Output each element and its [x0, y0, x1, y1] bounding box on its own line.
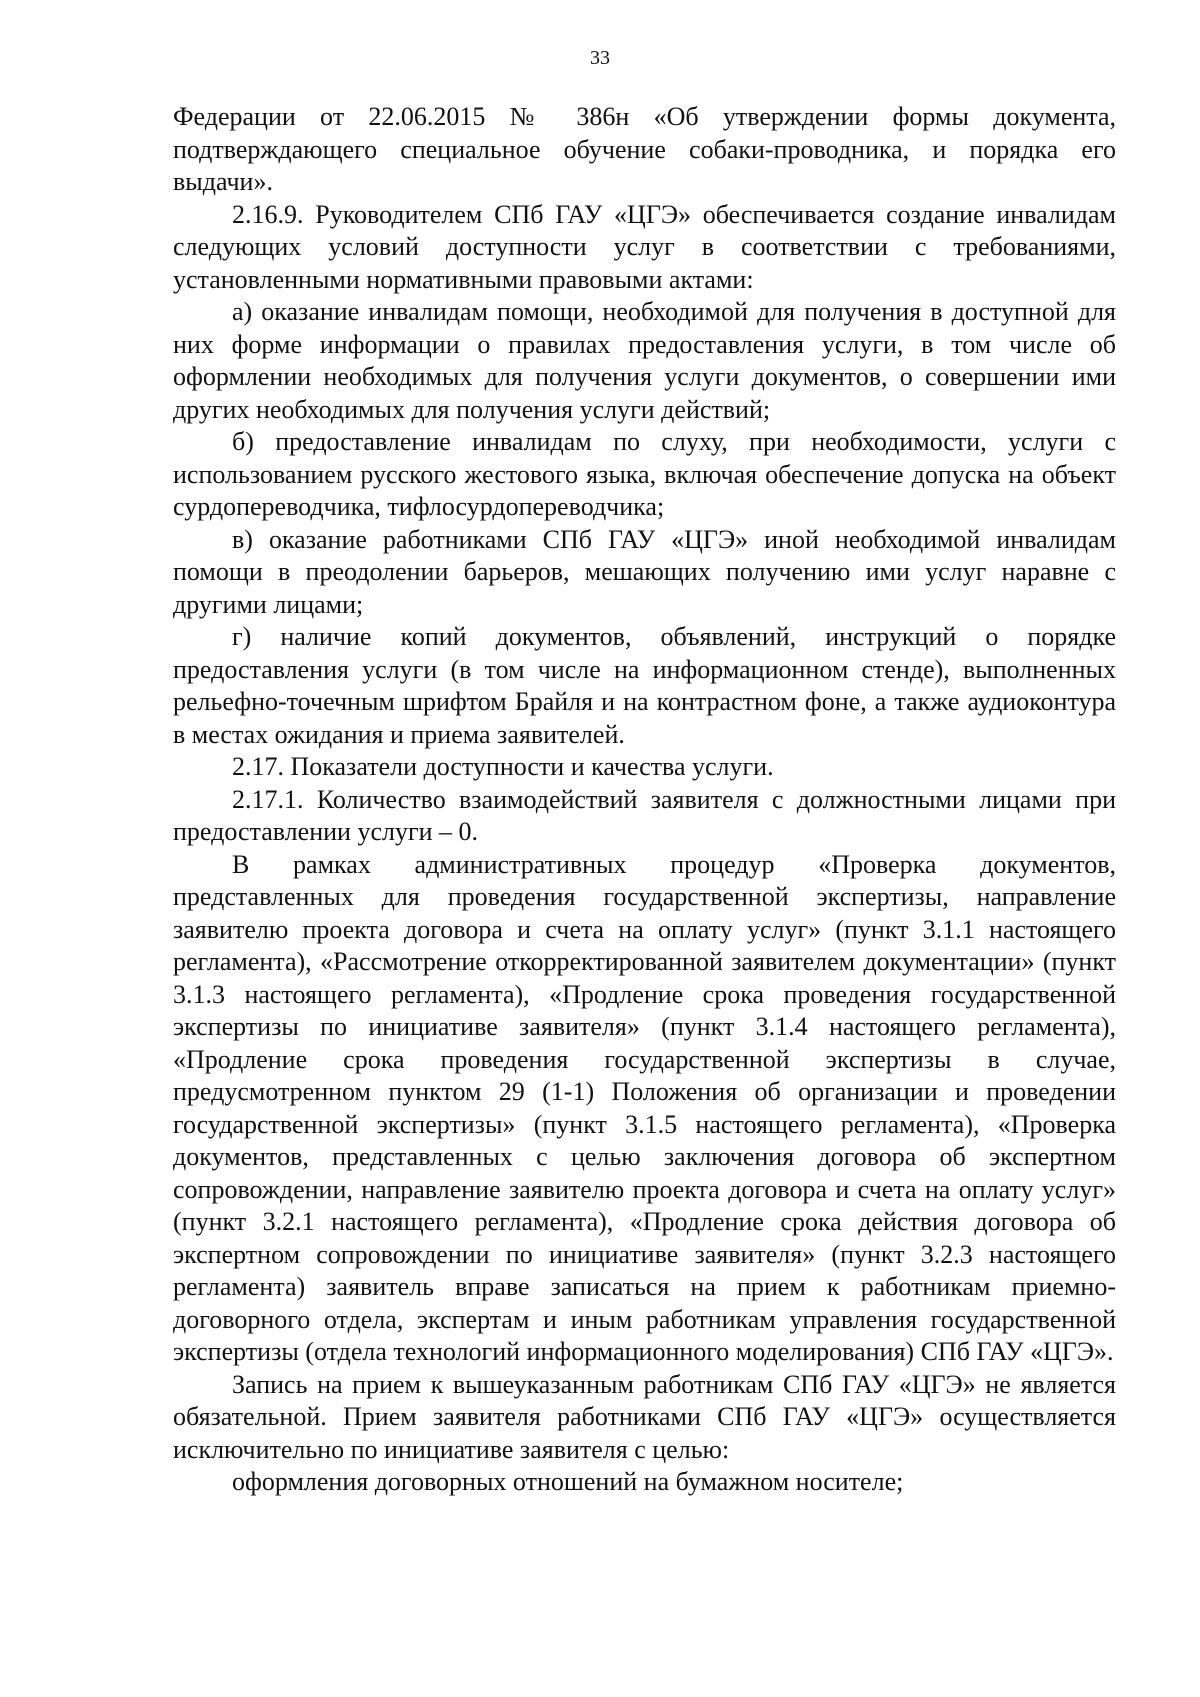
section-heading-2-17: 2.17. Показатели доступности и качества услуги.: [232, 752, 774, 781]
page-number: 33: [590, 47, 610, 69]
document-body: [173, 101, 1116, 1499]
paragraph-contracts: оформления договорных отношений на бумажном носителе;: [232, 1467, 904, 1496]
paragraph-appointment: Запись на прием к вышеуказанным работникам СПб ГАУ «ЦГЭ» не является обязательной. Прием заявителя работниками СПб ГАУ «ЦГЭ» осуществляется исключительно по инициативе заявителя с целью:: [173, 1369, 1116, 1464]
paragraph-item-v: в) оказание работниками СПб ГАУ «ЦГЭ» иной необходимой инвалидам помощи в преодолении барьеров, мешающих получению ими услуг наравне с другими лицами;: [173, 524, 1116, 619]
paragraph-2-17-1: 2.17.1. Количество взаимодействий заявителя с должностными лицами при предоставлении услуги – 0.: [173, 784, 1116, 846]
paragraph-item-a: а) оказание инвалидам помощи, необходимой для получения в доступной для них форме информации о правилах предоставления услуги, в том числе об оформлении необходимых для получения услуги документов, о совершении ими других необходимых для получения услуги действий;: [173, 297, 1116, 424]
paragraph-item-g: г) наличие копий документов, объявлений, инструкций о порядке предоставления услуги (в том числе на информационном стенде), выполненных рельефно-точечным шрифтом Брайля и на контрастном фоне, а также аудиоконтура в местах ожидания и приема заявителей.: [173, 622, 1116, 749]
paragraph-continuation: Федерации от 22.06.2015 № 386н «Об утверждении формы документа, подтверждающего специальное обучение собаки-проводника, и порядка его выдачи».: [173, 102, 1116, 196]
paragraph-procedures: В рамках административных процедур «Проверка документов, представленных для проведения государственной экспертизы, направление заявителю проекта договора и счета на оплату услуг» (пункт 3.1.1 настоящего регламента), «Рассмотрение откорректированной заявителем документации» (пункт 3.1.3 настоящего регламента), «Продление срока проведения государственной экспертизы по инициативе заявителя» (пункт 3.1.4 настоящего регламента), «Продление срока проведения государственной экспертизы в случае, предусмотренном пунктом 29 (1-1) Положения об организации и проведении государственной экспертизы» (пункт 3.1.5 настоящего регламента), «Проверка документов, представленных с целью заключения договора об экспертном сопровождении, направление заявителю проекта договора и счета на оплату услуг» (пункт 3.2.1 настоящего регламента), «Продление срока действия договора об экспертном сопровождении по инициативе заявителя» (пункт 3.2.3 настоящего регламента) заявитель вправе записаться на прием к работникам приемно-договорного отдела, экспертам и иным работникам управления государственной экспертизы (отдела технологий информационного моделирования) СПб ГАУ «ЦГЭ».: [173, 849, 1116, 1366]
paragraph-2-16-9: 2.16.9. Руководителем СПб ГАУ «ЦГЭ» обеспечивается создание инвалидам следующих условий доступности услуг в соответствии с требованиями, установленными нормативными правовыми актами:: [173, 199, 1116, 294]
paragraph-item-b: б) предоставление инвалидам по слуху, при необходимости, услуги с использованием русского жестового языка, включая обеспечение допуска на объект сурдопереводчика, тифлосурдопереводчика;: [173, 427, 1116, 521]
